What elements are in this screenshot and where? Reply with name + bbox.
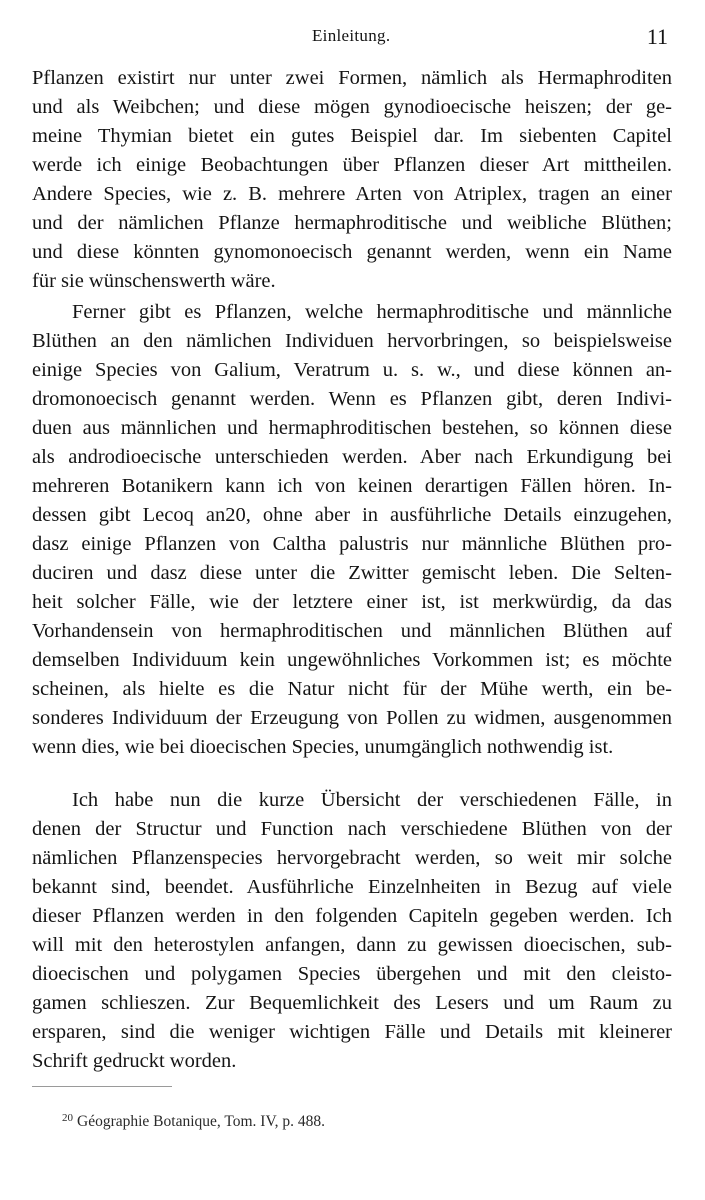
text-line: gamen schlieszen. Zur Bequemlichkeit des Lesers und um Raum zu (32, 992, 672, 1014)
text-line: dromonoecisch genannt werden. Wenn es Pflanzen gibt, deren Indivi- (32, 388, 672, 410)
footnote-text: Géographie Botanique, Tom. IV, p. 488. (77, 1113, 326, 1130)
page-number: 11 (646, 24, 668, 49)
text-line: für sie wünschenswerth wäre. (32, 270, 276, 292)
text-line: meine Thymian bietet ein gutes Beispiel dar. Im siebenten Capitel (32, 125, 672, 147)
text-line: heit solcher Fälle, wie der letztere einer ist, ist merkwürdig, da das (32, 591, 672, 613)
text-line: duciren und dasz diese unter die Zwitter gemischt leben. Die Selten- (32, 562, 672, 584)
text-line: Ferner gibt es Pflanzen, welche hermaphroditische und männliche (72, 301, 672, 323)
text-line: Vorhandensein von hermaphroditischen und männlichen Blüthen auf (32, 620, 672, 642)
text-line: dessen gibt Lecoq an20, ohne aber in ausführliche Details einzugehen, (32, 504, 672, 526)
running-head-title: Einleitung. (312, 26, 391, 45)
text-line: denen der Structur und Function nach verschiedene Blüthen von der (32, 818, 672, 840)
footnote (62, 1112, 325, 1131)
text-line: und diese könnten gynomonoecisch genannt werden, wenn ein Name (32, 241, 672, 263)
text-line: wenn dies, wie bei dioecischen Species, unumgänglich nothwendig ist. (32, 736, 614, 758)
text-line: nämlichen Pflanzenspecies hervorgebracht werden, so weit mir solche (32, 847, 672, 869)
text-line: Schrift gedruckt worden. (32, 1050, 237, 1072)
text-line: als androdioecische unterschieden werden. Aber nach Erkundigung bei (32, 446, 672, 468)
paragraph-3 (32, 786, 672, 1076)
footnote-mark: 20 (62, 1112, 73, 1124)
text-line: sonderes Individuum der Erzeugung von Pollen zu widmen, ausgenommen (32, 707, 672, 729)
text-line: Blüthen an den nämlichen Individuen hervorbringen, so beispielsweise (32, 330, 672, 352)
text-line: einige Species von Galium, Veratrum u. s. w., und diese können an- (32, 359, 672, 381)
text-line: will mit den heterostylen anfangen, dann zu gewissen dioecischen, sub- (32, 934, 672, 956)
paragraph-1 (32, 64, 672, 296)
text-line: dieser Pflanzen werden in den folgenden Capiteln gegeben werden. Ich (32, 905, 672, 927)
text-line: Ich habe nun die kurze Übersicht der verschiedenen Fälle, in (72, 789, 672, 811)
text-line: ersparen, sind die weniger wichtigen Fälle und Details mit kleinerer (32, 1021, 672, 1043)
text-line: Pflanzen existirt nur unter zwei Formen, nämlich als Hermaphroditen (32, 67, 672, 89)
text-line: scheinen, als hielte es die Natur nicht für der Mühe werth, ein be- (32, 678, 672, 700)
text-line: dasz einige Pflanzen von Caltha palustris nur männliche Blüthen pro- (32, 533, 672, 555)
running-head (32, 24, 672, 50)
text-line: und als Weibchen; und diese mögen gynodioecische heiszen; der ge- (32, 96, 672, 118)
text-line: Andere Species, wie z. B. mehrere Arten von Atriplex, tragen an einer (32, 183, 672, 205)
footnote-divider (32, 1086, 172, 1087)
text-line: und der nämlichen Pflanze hermaphroditische und weibliche Blüthen; (32, 212, 672, 234)
text-line: werde ich einige Beobachtungen über Pflanzen dieser Art mittheilen. (32, 154, 672, 176)
text-line: mehreren Botanikern kann ich von keinen derartigen Fällen hören. In- (32, 475, 672, 497)
text-line: dioecischen und polygamen Species übergehen und mit den cleisto- (32, 963, 672, 985)
text-line: demselben Individuum kein ungewöhnliches Vorkommen ist; es möchte (32, 649, 672, 671)
text-line: duen aus männlichen und hermaphroditischen bestehen, so können diese (32, 417, 672, 439)
text-line: bekannt sind, beendet. Ausführliche Einzelnheiten in Bezug auf viele (32, 876, 672, 898)
paragraph-2 (32, 298, 672, 762)
